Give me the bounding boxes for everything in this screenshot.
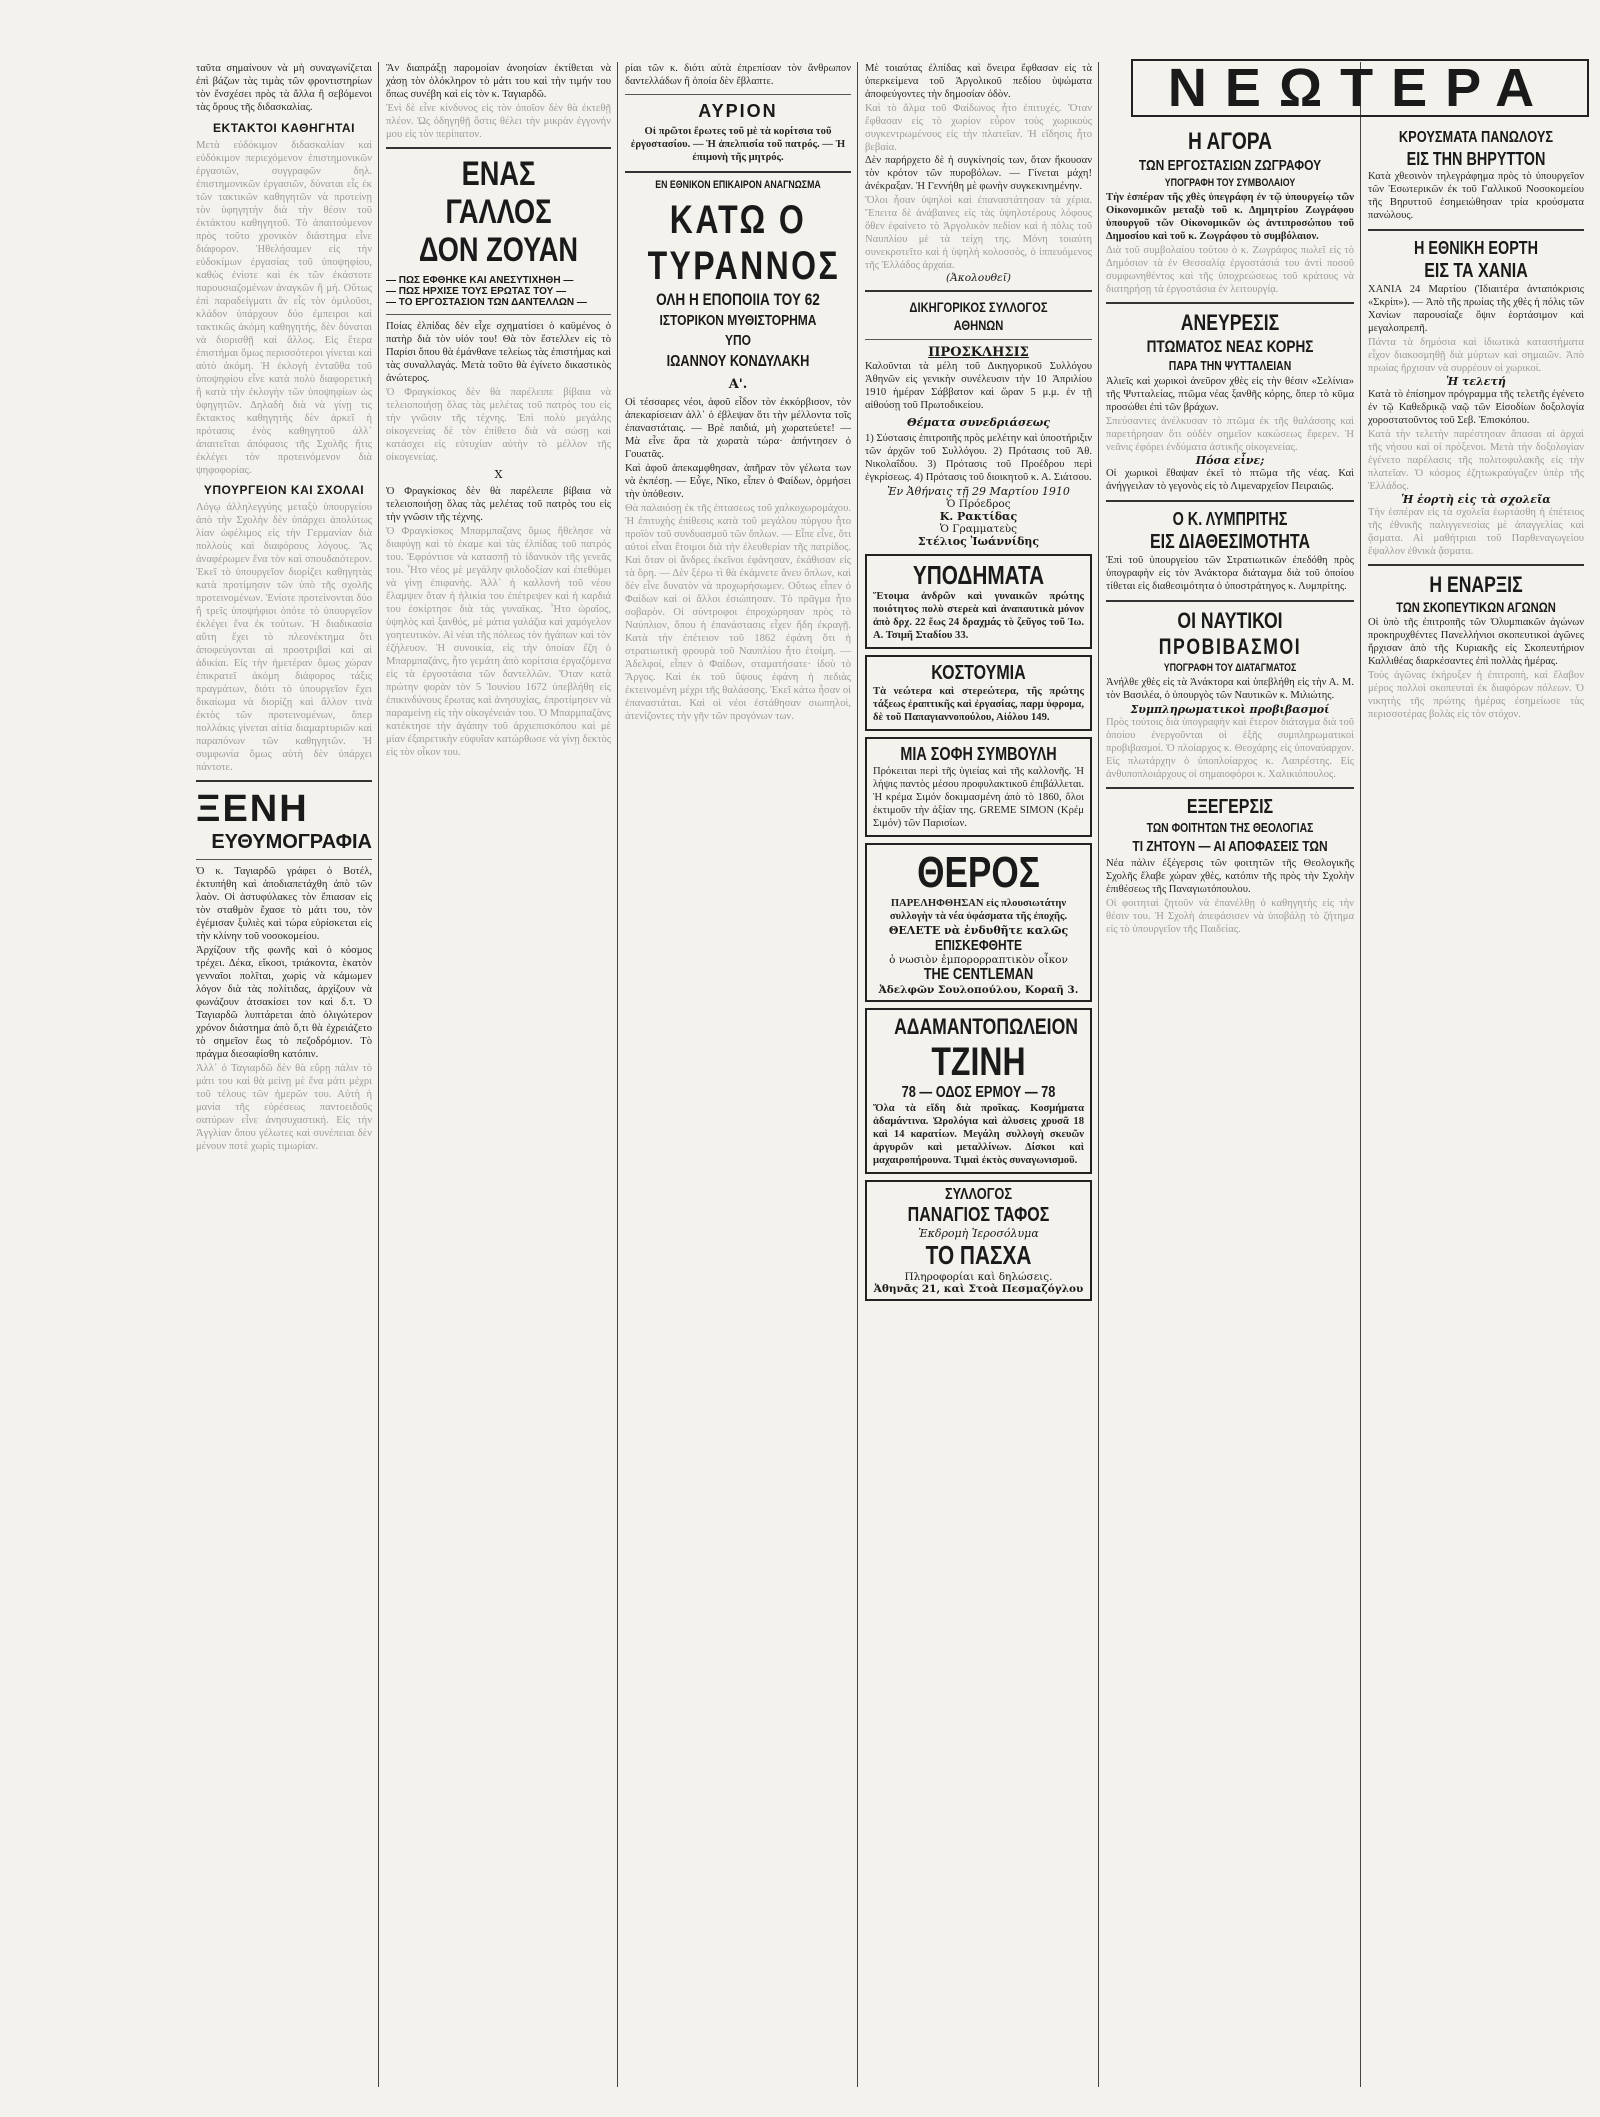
secretary-name: Στέλιος Ἰωάννίδης <box>917 535 1040 548</box>
article-headline: ΔΟΝ ΖΟΥΑΝ <box>418 231 579 269</box>
serial-author: ΙΩΑΝΝΟΥ ΚΟΝΔΥΛΑΚΗ <box>666 353 810 370</box>
article-body: Σπεύσαντες ἀνέλκυσαν τὸ πτῶμα ἐκ τῆς θαλάσσης καὶ παρετήρησαν ὅτι οὐδὲν σημεῖον κακώσεως ἔφερεν. Ἡ νεᾶνις ἐφόρει ἐνδύματα ἀστικῆς οἰκογενείας. <box>1106 416 1354 453</box>
ad-address: Ἀδελφῶν Σουλοπούλου, Κοραῆ 3. <box>878 984 1079 996</box>
divider <box>865 290 1092 292</box>
divider <box>1106 500 1354 502</box>
divider <box>1368 229 1584 231</box>
article-paragraph: Κατὰ χθεσινὸν τηλεγράφημα πρὸς τὸ ὑπουργεῖον τῶν Ἐσωτερικῶν ἐκ τοῦ Γαλλικοῦ Νοσοκομείου τῆς Βηρυττοῦ ἐσημειώθησαν τρία κρούσματα πανώλους. <box>1368 171 1584 221</box>
ad-address: Ἀθηνᾶς 21, καὶ Στοὰ Πεσμαζόγλου <box>873 1283 1084 1295</box>
topics-text: 1) Σύστασις ἐπιτροπῆς πρὸς μελέτην καὶ ὑποστήριξιν τῶν ἀρχῶν τοῦ Συλλόγου. 2) Πρότασις τοῦ Ἀθ. Νικολαΐδου. 3) Πρότασις τοῦ Προέδρου περὶ ἐγκρίσεως. 4) Πρότασις τοῦ διοικητοῦ κ. Α. Σιάτσου. <box>865 433 1092 483</box>
section-subtitle: ΕΥΘΥΜΟΓΡΑΦΙΑ <box>211 831 372 853</box>
column-rule <box>1098 62 1099 2087</box>
tomorrow-text: Οἱ πρῶτοι ἔρωτες τοῦ μὲ τὰ κορίτσια τοῦ ἐργοστασίου. — Ἡ ἀπελπισία τοῦ πατρός. — Ἡ ἐπιμονὴ τῆς μητρός. <box>630 126 846 163</box>
masthead-title: ΝΕΩΤΕΡΑ <box>1167 58 1553 118</box>
article-body: Ἐνὶ δὲ εἶνε κίνδυνος εἰς τὸν ὁποῖον δὲν θὰ ἐκτεθῇ πλέον. Ὡς ὁδηγηθῇ ὅστις θέλει τὴν μικρὰν ἐγγονήν μου εἰς τὸν περίπατον. <box>386 103 611 140</box>
ad-title: ΚΟΣΤΟΥΜΙΑ <box>931 662 1026 684</box>
ad-address: 78 — ΟΔΟΣ ΕΡΜΟΥ — 78 <box>901 1084 1056 1101</box>
article-subheadline: ΤΙ ΖΗΤΟΥΝ — ΑΙ ΑΠΟΦΑΣΕΙΣ ΤΩΝ <box>1132 838 1328 855</box>
advertisement <box>865 843 1092 1002</box>
divider <box>196 859 372 860</box>
divider <box>1368 564 1584 566</box>
column-5 <box>1100 128 1360 2087</box>
ad-text: ΠΑΡΕΛΗΦΘΗΣΑΝ εἰς πλουσιωτάτην συλλογὴν τὰ νέα ὑφάσματα τῆς ἐποχῆς. <box>889 898 1068 922</box>
tomorrow-heading: ΑΥΡΙΟΝ <box>698 101 778 121</box>
article-paragraph: Νέα πάλιν ἐξέγερσις τῶν φοιτητῶν τῆς Θεολογικῆς Σχολῆς ἔλαβε χώραν χθὲς, κατόπιν τῆς πρὸς τὴν Σχολὴν ἐπιθέσεως τῆς Παναγιωτόπουλου. <box>1106 858 1354 895</box>
section-heading: ΥΠΟΥΡΓΕΙΟΝ ΚΑΙ ΣΧΟΛΑΙ <box>203 483 365 497</box>
article-paragraph: Οἱ χωρικοὶ ἔθαψαν ἐκεῖ τὸ πτῶμα τῆς νέας. Καὶ ἀνήγγειλαν τὸ γεγονὸς εἰς τὸ Λιμεναρχεῖον Πειραιῶς. <box>1106 468 1354 492</box>
article-headline: Η ΑΓΟΡΑ <box>1187 128 1273 155</box>
advertisement <box>865 554 1092 649</box>
column-6 <box>1362 128 1590 2087</box>
ad-title: ΤΟ ΠΑΣΧΑ <box>925 1240 1032 1270</box>
divider <box>1106 787 1354 789</box>
inline-heading: Ἡ τελετή <box>1446 375 1506 388</box>
ad-title: ΥΠΟΔΗΜΑΤΑ <box>912 560 1045 590</box>
column-rule <box>378 62 379 2087</box>
ad-brand: THE CENTLEMAN <box>923 966 1034 983</box>
series-label: ΕΝ ΕΘΝΙΚΟΝ ΕΠΙΚΑΙΡΟΝ ΑΝΑΓΝΩΣΜΑ <box>655 179 821 191</box>
article-body: Κατὰ τὴν τελετὴν παρέστησαν ἅπασαι αἱ ἀρχαὶ τῆς νήσου καὶ οἱ πρόξενοι. Μετὰ τὴν δοξολογίαν ἐγένετο παρέλασις τῆς πολιτοφυλακῆς εἰς τὴν πλατεῖαν. Ὁ κόσμος ἐζητωκραύγαζεν ὑπὲρ τῆς Ἑλλάδος. <box>1368 429 1584 492</box>
inline-heading: Ἡ ἑορτὴ εἰς τὰ σχολεῖα <box>1401 493 1551 506</box>
article-paragraph: Ποίας ἐλπίδας δὲν εἶχε σχηματίσει ὁ καϋμένος ὁ πατὴρ διὰ τὸν υἱόν του! Θὰ τὸν ἔστελλεν εἰς τὸ Παρίσι ὅπου θὰ ἐμάνθανε τελείως τὰς ἐπιστήμας καὶ τὰς συναλλαγάς. Μετὰ τοῦτο θὰ ἐγίνετο δικαστικὸς ἀνώτερος. <box>386 321 611 384</box>
divider <box>196 780 372 782</box>
column-1 <box>190 62 378 2087</box>
serial-headline: ΚΑΤΩ Ο ΤΥΡΑΝΝΟΣ <box>647 198 841 288</box>
article-body: Ἀλλ᾽ ὁ Ταγιαρδῶ δὲν θὰ εὕρῃ πάλιν τὸ μάτι του καὶ θὰ μείνῃ μὲ ἕνα μάτι μέχρι τοῦ τέλους τῶν ἡμερῶν του. Αὐτὴ ἡ μανία τῆς εὑρέσεως παντοειδοῦς σατύρων εἶνε ἀνησυχαστική. Εἰς τὴν Ἀγγλίαν ὅπου γέλωτες καὶ συνέπειαι δὲν μένουν ποτὲ χωρὶς τιμωρίαν. <box>196 1063 372 1152</box>
inline-heading: Πόσα εἶνε; <box>1195 454 1265 467</box>
article-body: Τὴν ἑσπέραν εἰς τὰ σχολεῖα ἐωρτάσθη ἡ ἐπέτειος τῆς ἐθνικῆς παλιγγενεσίας μὲ ἀπαγγελίας καὶ ᾄσματα. Αἱ μαθήτριαι τοῦ Παρθεναγωγείου ἔψαλλον ἐθνικὰ ᾄσματα. <box>1368 507 1584 557</box>
ad-title: ΣΥΛΛΟΓΟΣ <box>944 1186 1013 1203</box>
article-headline: ΚΡΟΥΣΜΑΤΑ ΠΑΝΩΛΟΥΣ <box>1398 129 1554 146</box>
article-subheadline: ΕΙΣ ΤΗΝ ΒΗΡΥΤΤΟΝ <box>1406 149 1546 169</box>
association-name: ΔΙΚΗΓΟΡΙΚΟΣ ΣΥΛΛΟΓΟΣ ΑΘΗΝΩΝ <box>909 299 1048 333</box>
ad-text: Ὅλα τὰ εἴδη διὰ προῖκας. Κοσμήματα ἀδαμάντινα. Ὡρολόγια καὶ ἀλυσεις χρυσᾶ 18 καὶ 14 καρατίων. Μεγάλη συλλογὴ σκευῶν ἀργυρῶν καὶ μεταλλίνων. Δίσκοι καὶ μαχαιροπήρουνα. Τιμαὶ ἐκτὸς συναγωνισμοῦ. <box>873 1103 1084 1166</box>
column-3 <box>619 62 857 2087</box>
article-paragraph: Δὲν παρήρχετο δὲ ἡ συγκίνησίς των, ὅταν ἤκουσαν τὸν κρότον τῶν πυροβόλων. — Γίνεται μάχη! ἀνέκραξαν. Ἡ Γεννήθη μὲ φωνὴν συγκεκινημένην. <box>865 155 1092 192</box>
section-title: ΞΕΝΗ <box>196 788 309 830</box>
article-paragraph: Ἀνήλθε χθὲς εἰς τὰ Ἀνάκτορα καὶ ὑπεβλήθη εἰς τὴν Α. Μ. τὸν Βασιλέα, ὁ ὑπουργὸς τῶν Ναυτικῶν κ. Μιλιώτης. <box>1106 677 1354 701</box>
divider <box>1106 302 1354 304</box>
lead-paragraph: ρίαι τῶν κ. διότι αὐτὰ ἐπρεπίσαν τὸν ἄνθρωπον δαντελλάδων ἢ ὁποία δὲν ἔβλαπτε. <box>625 63 851 87</box>
serial-description: ΙΣΤΟΡΙΚΟΝ ΜΥΘΙΣΤΟΡΗΜΑ ΥΠΟ <box>659 312 817 349</box>
column-rule <box>1360 62 1361 2087</box>
article-paragraph: Ἀρχίζουν τῆς φωνῆς καὶ ὁ κόσμος τρέχει. Δέκα, εἴκοσι, τριάκοντα, ἑκατὸν γενναῖοι πολῖται, χωρὶς νὰ κάμωμεν λόγον διὰ τὰς πολίτιδας, ἀρχίζουν νὰ φωνάζουν ἀτσακίσει τον καὶ δ.τ. Ὁ Ταγιαρδῶ λυπτάρεται ἀπὸ ὀλιγώτερον χρόνον διάστημα ἀπὸ ὅ,τι θὰ ἐχρειάζετο τὸ σημεῖον ἔως τὸ πεζοδρόμιον. Τὸ πράγμα διεσαφίσθη κατόπιν. <box>196 945 372 1060</box>
article-headline: Η ΕΘΝΙΚΗ ΕΟΡΤΗ <box>1413 238 1538 258</box>
ad-title: ΠΑΝΑΓΙΟΣ ΤΑΦΟΣ <box>907 1204 1050 1226</box>
divider <box>1106 600 1354 602</box>
ad-text: ΘΕΛΕΤΕ νὰ ἐνδυθῆτε καλῶς <box>888 924 1069 937</box>
article-body: Πάντα τὰ δημόσια καὶ ἰδιωτικὰ καταστήματα εἶχον διακοσμηθῇ διὰ μύρτων καὶ σημαιῶν. Ἀπὸ πρωίας ἤρχισαν νὰ συρρέουν οἱ χωρικοί. <box>1368 337 1584 374</box>
article-paragraph: Ἁλιεῖς καὶ χωρικοὶ ἀνεῦρον χθὲς εἰς τὴν θέσιν «Σελίνια» τῆς Ψυτταλείας, πτῶμα νέας ξανθῆς κόρης, ὅπερ τὸ κῦμα προσώθει ἐπὶ τῶν βράχων. <box>1106 376 1354 413</box>
president-label: Ὁ Πρόεδρος <box>946 498 1011 510</box>
advertisement <box>865 1180 1092 1301</box>
ad-title: ΘΕΡΟΣ <box>917 848 1040 897</box>
article-subheadline: ΕΙΣ ΤΑ ΧΑΝΙΑ <box>1424 260 1528 282</box>
article-paragraph: Τὴν ἑσπέραν τῆς χθὲς ὑπεγράφη ἐν τῷ ὑπουργείῳ τῶν Οἰκονομικῶν μεταξὺ τοῦ κ. Δημητρίου Ζωγράφου ὑπουργοῦ τῶν Οἰκονομικῶν ὡς ἀντιπροσώπου τοῦ Δημοσίου καὶ τοῦ κ. Ζωγράφου τὸ συμβόλαιον. <box>1106 192 1354 242</box>
article-body: Διὰ τοῦ συμβολαίου τούτου ὁ κ. Ζωγράφος πωλεῖ εἰς τὸ Δημόσιον τὰ ἐν Θεσσαλίᾳ ἐργοστάσιά του ἀντὶ ποσοῦ συμφωνηθέντος καὶ τῆς ὑποχρεώσεως τοῦ κράτους νὰ διατηρήσῃ τὰ ἐργοστάσια ἐν λειτουργίᾳ. <box>1106 245 1354 295</box>
article-subheadline: ΤΩΝ ΕΡΓΟΣΤΑΣΙΩΝ ΖΩΓΡΑΦΟΥ <box>1138 157 1322 174</box>
advertisement <box>865 737 1092 837</box>
advertisement <box>865 655 1092 731</box>
ad-title: ΤΖΙΝΗ <box>931 1040 1026 1084</box>
article-subheadline: ΥΠΟΓΡΑΦΗ ΤΟΥ ΣΥΜΒΟΛΑΙΟΥ <box>1164 177 1296 189</box>
president-name: Κ. Ρακτίδας <box>939 510 1018 523</box>
article-body: Θὰ παλαιόσῃ ἐκ τῆς ἐπτασεως τοῦ χαλκοχωρομάχου. Ἡ ἐπιτυχὴς ἐπίθεσις κατὰ τοῦ μεγάλου πύργου ἦτο προϊὸν τοῦ συνδυασμοῦ τῶν ὅπλων. — Εἶπε εἶνε, ὅτι αὐτοὶ εἶναι ἔτοιμοι διὰ τὴν ἐλευθερίαν τῆς πατρίδος. Καὶ ὅταν οἱ ἄνδρες ἐκεῖνοι ἐφάνησαν, ἐκάθισαν εἰς τὰ ὄρη. — Δὲν ξέρω τὶ θὰ ἐκάμνετε ἄνευ ὅπλων, καὶ δὲν εἶνε δυνατὸν νὰ προχωρήσωμεν. Οὕτως εἶπεν ὁ Φαίδων καὶ οἱ ἄλλοι ἐσιώπησαν. Τὸ πρᾶγμα ἦτο σοβαρὸν. Οἱ σύντροφοι ἐπροχώρησαν πρὸς τὸ Ναύπλιον, ὅπου ἡ ἐπανάστασις εἶχεν ἤδη ἐκραγῇ. Κατὰ τὴν ἐπέτειον τοῦ 1862 ἐφάνη ὅτι ἡ στρατιωτικὴ φρουρὰ τοῦ Ναυπλίου ἦτο ἑτοίμη. — Ἀδελφοί, εἶπεν ὁ Φαίδων, σταματήσατε· ἰδοὺ τὸ Ἄργος. Καὶ ἐκ τοῦ ὕψους ἐφάνη ἡ πεδιὰς ἐκτεινομένη μέχρι τῆς θαλάσσης. Ἐκεῖ κάτω ἦσαν οἱ ἐπαναστάται. Καὶ οἱ νέοι ἐστάθησαν σιωπηλοὶ, ἀτενίζοντες τὴν γῆν τῶν προγόνων των. <box>625 503 851 722</box>
article-body: Ὅλοι ἦσαν ὑψηλοὶ καὶ ἐπαναστάτησαν τὰ χέρια. Ἔπειτα δὲ ἀνάβαινες εἰς τὰς ὑψηλοτέρους λόφους ὅθεν ἐφαίνετο τὸ Ἀργολικὸν πεδίον καὶ ἡ πόλις τοῦ Ναυπλίου μὲ τὰ τείχη της. Μόνη τοιαύτη συνεκροτεῖτο καὶ ἡ ὑψηλὴ κολοσσὸς, ὁ ἱππευόμενος τῆς Ἐλλάδος ἀρχαία. <box>865 195 1092 271</box>
article-headline: ΟΙ ΝΑΥΤΙΚΟΙ <box>1177 608 1283 633</box>
article-headline: ΑΝΕΥΡΕΣΙΣ <box>1180 310 1280 335</box>
divider <box>625 94 851 95</box>
divider <box>386 147 611 149</box>
ad-title: ΜΙΑ ΣΟΦΗ ΣΥΜΒΟΥΛΗ <box>900 744 1057 764</box>
article-headline: ΕΞΕΓΕΡΣΙΣ <box>1186 796 1274 818</box>
article-headline: ΕΝΑΣ ΓΑΛΛΟΣ <box>445 155 552 231</box>
secretary-label: Ὁ Γραμματεὺς <box>939 523 1018 535</box>
article-subheadline: ΠΤΩΜΑΤΟΣ ΝΕΑΣ ΚΟΡΗΣ <box>1146 337 1314 356</box>
invitation-text: Καλοῦνται τὰ μέλη τοῦ Δικηγορικοῦ Συλλόγου Ἀθηνῶν εἰς γενικὴν συνέλευσιν τὴν 10 Ἀπριλίου 1910 ἡμέραν Σάββατον καὶ ὥραν 5 μ.μ. ἐν τῇ αἰθούσῃ τοῦ Πρωτοδικείου. <box>865 361 1092 411</box>
divider <box>865 339 1092 340</box>
article-body: Τοὺς ἀγῶνας ἐκήρυξεν ἡ ἐπιτροπὴ, καὶ ἔλαβον μέρος πολλοὶ σκοπευταὶ ἐκ διαφόρων πόλεων. Ὁ νικητὴς τῆς πρώτης ἡμέρας ἐσημείωσε τὰς περισσοτέρας βολὰς εἰς τὸν στόχον. <box>1368 670 1584 720</box>
top-header-strip <box>188 40 1580 58</box>
ad-text: ὁ νωσιὸν ἐμπορορραπτικὸν οἶκον <box>889 954 1068 966</box>
serial-paragraph: Καὶ ἀφοῦ ἀπεκαμφθησαν, ἀπῆραν τὸν γέλωτα των νὰ ἐκπέσῃ. — Εὖγε, Νῖκο, εἶπεν ὁ Φαίδων, ὁρμήσει τὴν ὑπόθεσιν. <box>625 463 851 500</box>
advertisement <box>865 1008 1092 1174</box>
notice-date: Ἐν Ἀθήναις τῇ 29 Μαρτίου 1910 <box>887 485 1070 498</box>
article-paragraph: Κατὰ τὸ ἐπίσημον πρόγραμμα τῆς τελετῆς ἐγένετο ἐν τῷ Καθεδρικῷ ναῷ τῶν Εἰσοδίων δοξολογία χοροστατοῦντος τοῦ Σεβ. Ἐπισκόπου. <box>1368 389 1584 426</box>
separator-mark: X <box>494 468 503 481</box>
article-headline: Ο Κ. ΛΥΜΠΡΙΤΗΣ <box>1172 509 1288 529</box>
article-paragraph: ΧΑΝΙΑ 24 Μαρτίου (Ἰδιαιτέρα ἀνταπόκρισις «Σκρίπ»). — Ἀπὸ τῆς πρωίας τῆς χθὲς ἡ πόλις τῶν Χανίων παρουσίαζε ὄψιν ἑορτάσιμον καὶ μεγαλοπρεπῆ. <box>1368 284 1584 334</box>
ad-title: ΑΔΑΜΑΝΤΟΠΩΛΕΙΟΝ <box>894 1014 1078 1039</box>
ad-text: Ἕτοιμα ἀνδρῶν καὶ γυναικῶν πρώτης ποιότητος πολὺ στερεὰ καὶ ἀναπαυτικὰ μόνον ἀπὸ δρχ. 22 ἕως 24 δραχμάς τὸ ζεῦγος τοῦ Ἰω. Α. Τσιμῆ Σταδίου 33. <box>873 591 1084 641</box>
article-body: Λόγῳ ἀλληλεγγύης μεταξὺ ὑπουργείου ἀπὸ τὴν Σχολὴν δὲν ὑπάρχει ἀπολύτως λίαν ὠφέλιμος εἰς τὴν Γερμανίαν διὰ πολλοὺς καὶ διαφόρους λόγους. Ἂς ἀναφέρωμεν ἕνα τὸν καὶ σπουδαιότερον. Ἐκεῖ τὸ ὑπουργεῖον διορίζει καθηγητὰς κατὰ προτίμησιν τῶν ὑπὸ τῆς σχολῆς προτεινομένων. Ἐνίοτε προτείνονται δύο ἢ τρεῖς ὑποψήφιοι ὁπότε τὸ ὑπουργεῖον ἐκλέγει ἕνα ἐκ τούτων. Ἡ διαδικασία αὕτη ἔχει τὸ πλεονέκτημα ὅτι ἀποφεύγονται αἱ προστριβαὶ καὶ αἱ ἀδικίαι. Εἰς τὴν ἡμετέραν ὅμως χώραν ἐπικρατεῖ ἀκόμη διάφορος τάξις πραγμάτων, διότι τὸ ὑπουργεῖον ἔχει δικαίωμα νὰ διορίζῃ καὶ ἄλλον τινὰ ἐκτὸς τῶν προτεινομένων, ὅπερ πολλάκις γίνεται αἰτία διαμαρτυριῶν καὶ παραπόνων τῶν καθηγητῶν. Ἡ συμφωνία ὅμως αὐτὴ δὲν ὑπάρχει πάντοτε. <box>196 502 372 773</box>
article-body: Καὶ τὸ ἄλμα τοῦ Φαίδωνος ἦτο ἐπιτυχές. Ὅταν ἔφθασαν εἰς τὸ χωρίον εὗρον τοὺς χωρικοὺς συγκεντρωμένους εἰς τὴν πλατεῖαν. Ἡ εἴδησις ἦτο βεβαία. <box>865 103 1092 153</box>
article-paragraph: Οἱ ὑπὸ τῆς ἐπιτροπῆς τῶν Ὀλυμπιακῶν ἀγώνων προκηρυχθέντες Πανελλήνιοι σκοπευτικοὶ ἀγῶνες ἤρχισαν ἀπὸ τῆς Κυριακῆς εἰς Σκοπευτήριον Καλλιθέας διαρκέσαντες ἐπὶ πολλὰς ἡμέρας. <box>1368 617 1584 667</box>
article-subheadline: ΠΑΡΑ ΤΗΝ ΨΥΤΤΑΛΕΙΑΝ <box>1168 358 1292 373</box>
subheading: — ΤΟ ΕΡΓΟΣΤΑΣΙΟΝ ΤΩΝ ΔΑΝΤΕΛΛΩΝ — <box>386 297 587 308</box>
section-heading: ΕΚΤΑΚΤΟΙ ΚΑΘΗΓΗΤΑΙ <box>213 121 355 135</box>
article-subheadline: ΠΡΟΒΙΒΑΣΜΟΙ <box>1158 634 1302 659</box>
masthead <box>1130 58 1590 118</box>
continued-note: (Ἀκολουθεῖ) <box>946 272 1011 284</box>
article-body: Πρὸς τούτοις διὰ ὑπογραφὴν καὶ ἕτερον διάταγμα διὰ τοῦ ὁποίου ἐνεργοῦνται οἱ ἑξῆς συμπληρωματικοὶ προβιβασμοί. Ὁ πλοίαρχος κ. Θεοχάρης εἰς ὑποναύαρχον. Εἰς πλωτάρχην ὁ ὑποπλοίαρχος κ. Λαπρέστης. Εἰς ἀνθυποπλοιάρχους οἱ σημαιοφόροι κ. Χαλικιόπουλος. <box>1106 717 1354 780</box>
article-body: Οἱ φοιτηταὶ ζητοῦν νὰ ἐπανέλθῃ ὁ καθηγητὴς εἰς τὴν θέσιν του. Ἡ Σχολὴ ἀπεφάσισεν νὰ ὑποβάλῃ τὸ ζήτημα εἰς τὸ ὑπουργεῖον τῆς Παιδείας. <box>1106 898 1354 935</box>
column-rule <box>857 62 858 2087</box>
article-paragraph: Ἐπὶ τοῦ ὑπουργείου τῶν Στρατιωτικῶν ἐπεδόθη πρὸς ὑπογραφὴν εἰς τὸν Ἀνάκτορα διάταγμα διὰ τοῦ ὁποίου τίθεται εἰς διαθεσιμότητα ὁ ὑποστράτηγος κ. Λυμπρίτης. <box>1106 555 1354 592</box>
chapter-number: Α'. <box>728 377 748 392</box>
lead-paragraph: ταῦτα σημαίνουν νὰ μὴ συναγωνίζεται ἐπὶ βάζων τὰς τιμὰς τῶν φροντιστηρίων τὸν ἔνσχέσει πρὸς τὰ ἄλλα ἢ σεβόμενοι τὰς ὅρους τῆς διδασκαλίας. <box>196 63 372 113</box>
ad-text: Πρόκειται περὶ τῆς ὑγιείας καὶ τῆς καλλονῆς. Ἡ λήψις παντὸς μέσου προφυλακτικοῦ ἐπιβάλλεται. Ἡ κρέμα Σιμόν δοκιμασμένη ἀπὸ τὸ 1860, ὅλοι ἐκτιμοῦν τὴν ἀξίαν της. GREME SIMON (Κρέμ Σιμόν) τῶν Παρισίων. <box>873 766 1084 829</box>
column-4 <box>859 62 1098 2087</box>
inline-heading: Συμπληρωματικοὶ προβιβασμοί <box>1130 703 1330 716</box>
article-paragraph: Ὁ κ. Ταγιαρδῶ γράφει ὁ Βοτέλ, ἐκτυπήθη καὶ ἀποδιαπετάχθη ἀπὸ τῶν λαὸν. Οἱ ἀστυφύλακες τὸν ἔπιασαν εἰς τὸν σταθμὸν ἔχασε τὸ μάτι του, τὸν ἐγέμισαν ξυλιὲς καὶ τώρα εὑρίσκεται εἰς τὴν κλίνην τοῦ νοσοκομείου. <box>196 866 372 942</box>
subheading: — ΠΩΣ ΗΡΧΙΣΕ ΤΟΥΣ ΕΡΩΤΑΣ ΤΟΥ — <box>386 286 567 297</box>
lead-paragraph: Ἂν διαπράξῃ παρομοίαν ἀνοησίαν ἐκτίθεται νὰ χάσῃ τὸν ὁλόκληρον τὸ μάτι του καὶ τὴν τιμήν του ὅπως συνέβη καὶ εἰς τὸν κ. Ταγιαρδῶ. <box>386 63 611 100</box>
subheading: — ΠΩΣ ΕΦΘΗΚΕ ΚΑΙ ΑΝΕΣΥΤΙΧΗΘΗ — <box>386 275 574 286</box>
article-body: Μετὰ εὐδόκιμον διδασκαλίαν καὶ εὐδόκιμον περιεχόμενον ἐπιστημονικῶν ἐργασιῶν, συγγραφῶν δηλ. ἐπιστημονικῶν ἐργασιῶν, δύναται εἷς ἐκ τῶν τακτικῶν καθηγητῶν νὰ προτείνῃ τὸν ὑφηγητὴν διὰ τὴν θέσιν τοῦ ἐκτάκτου καθηγητοῦ. Τὸ ἀπαιτούμενον πρὸς τοῦτο χρονικὸν διάστημα εἶνε διάφορον. Ἠθελήσαμεν εἰς τὴν εὐδοκίμων ἐργασίας τοῦ ὑποψηφίου, καθὼς ἐνίοτε καὶ ἐκ τῶν ἐκάστοτε παρουσιαζομένων ἀναγκῶν ἢ μή. Οὕτως ἐπὶ παραδείγματι ἂν εἷς τὸν ὁμιλοῦσι, κλάδον ὑπάρχουν δύο ἐμπειροι καὶ τακτικῶς ἀκόμη καθηγητής, δὲν δύναται νὰ διορισθῇ καὶ ἄλλος. Εἰς ἔτερα ἐπιστήμαι ὅμως περισσότεροι γίνεται καὶ αὐτὸ ἀκόμη. Ἡ ἐκλογὴ ἐνταῦθα τοῦ ὑποψηφίου εἶνε κατὰ πολὺ διαφορετικὴ ἢ κατὰ τὴν ἐκλογὴν τῶν ὑποψηφίων ὡς ὑφηγητῶν. Δηλαδὴ διὰ νὰ γίνῃ τις ἔκτακτος καθηγητὴς δὲν ἀρκεῖ ἡ πρότασις ἑνὸς καθηγητοῦ ἀλλ᾽ ἀπαιτεῖται ἀπόφασις τῆς Σχολῆς ἥτις ἐκλέγει τὸν προτεινόμενον διὰ ψηφοφορίας. <box>196 140 372 476</box>
article-body: Ὁ Φραγκίσκος δὲν θὰ παρέλειπε βίβαια νὰ τελειοποιήσῃ ὅλας τὰς μελέτας τοῦ πατρὸς του εἰς τὴν γνῶσιν τῆς τέχνης. Ἐπὶ πολὺ μεγάλης οἰκογενείας δὲ τὸν ἐπίθετο διὰ νὰ σώσῃ καὶ κατάσχει εἰς εὐτυχίαν αὐτὴν τὸ μέλλον τῆς οἰκογενείας. <box>386 387 611 463</box>
column-rule <box>617 62 618 2087</box>
article-subheadline: ΤΩΝ ΣΚΟΠΕΥΤΙΚΩΝ ΑΓΩΝΩΝ <box>1396 599 1556 615</box>
serial-paragraph: Οἱ τέσσαρες νέοι, ἀφοῦ εἶδον τὸν ἐκκόρβισον, τὸν ἀπεκαρίσειαν ἀλλ᾽ ὁ ἐβλεψαν ὅτι τὴν μέλλοντα τοῖς ἐπαναστάταις. — Βρὲ παιδιά, μὴ χωρατεύετε! — Μὰ εἶνε ἄρα τὰ χωρατὰ τώρα· ἀπήντησεν ὁ Γουατᾶς. <box>625 397 851 460</box>
serial-subtitle: ΟΛΗ Η ΕΠΟΠΟΙΙΑ ΤΟΥ 62 <box>656 290 820 309</box>
article-headline: Η ΕΝΑΡΞΙΣ <box>1429 572 1523 597</box>
ad-text: Ἐκδρομὴ Ἱεροσόλυμα <box>918 1227 1039 1240</box>
ad-text: Τὰ νεώτερα καὶ στερεώτερα, τῆς πρώτης τάξεως ἐραπτικῆς καὶ ἐργασίας, παρμ ὑφρομα, δὲ τοῦ Παπαγιαννοπούλου, Αἰόλου 149. <box>873 686 1084 723</box>
divider <box>625 171 851 173</box>
article-subheadline: ΥΠΟΓΡΑΦΗ ΤΟΥ ΔΙΑΤΑΓΜΑΤΟΣ <box>1163 662 1297 674</box>
article-body: Ὁ Φραγκίσκος Μπαρμπαζανς ὅμως ἤθελησε νὰ διαφύγῃ καὶ τὸ ἐκαμε καὶ τὰς ἐλπίδας τοῦ πατρός του. Ἐφρόντισε νὰ κατασπῇ τὸ ἰδανικὸν τῆς γενεᾶς του. Ἦτο νέος μὲ μεγάλην φιλοδοξίαν καὶ ἐπεθύμει νὰ γίνῃ ἐπιφανὴς. Ἀλλ᾽ ἡ καλλονὴ τοῦ νέου ἔλαμψεν ὅταν ἡ ἡλικία του ἐπέτρεψεν καὶ ἡ καρδιά του ἐσκίρτησε διὰ τὰς γυναῖκας. Ἦτο ὡραῖος, ὑψηλὸς καὶ ξανθός, μὲ μάτια γαλάζια καὶ χαμόγελον γοητευτικὸν. Αἱ νέαι τῆς πόλεως τὸν ἠγάπων καὶ τὸν ἐζήλευον. Ἡ συνοικία, εἰς τὴν ὁποίαν ἔζη ὁ Μπαρμπαζάνς, ἦτο γεμάτη ἀπὸ κορίτσια ἐργαζόμενα εἰς τὰ ἐργοστάσια τῶν δαντελλῶν. Ὅταν κατὰ πρώτην φορὰν τὸν 5 Ἰουνίου 1672 ὑπεβλήθη εἰς ἐπικινδύνους ἔρωτας καὶ ἀνησυχίας, ἐπροτίμησεν νὰ παραμείνῃ εἰς τὴν οἰκογένειάν του. Ὁ Μπαρμπαζὰνς κατέκτησε τὴν ἀγάπην τοῦ ἀρχιεπισκόπου καὶ μὲ μίαν ἐξαιρετικὴν εὐφυΐαν κατώρθωσε νὰ γίνῃ δεκτὸς εἰς τὸν οἶκον του. <box>386 526 611 758</box>
article-subheadline: ΤΩΝ ΦΟΙΤΗΤΩΝ ΤΗΣ ΘΕΟΛΟΓΙΑΣ <box>1146 820 1314 835</box>
divider <box>386 314 611 315</box>
column-2 <box>380 62 617 2087</box>
article-subheadline: ΕΙΣ ΔΙΑΘΕΣΙΜΟΤΗΤΑ <box>1149 531 1311 553</box>
invitation-title: ΠΡΟΣΚΛΗΣΙΣ <box>928 345 1029 360</box>
subheadings <box>386 275 611 308</box>
ad-text: Πληροφορίαι καὶ δηλώσεις. <box>904 1271 1053 1283</box>
article-paragraph: Ὁ Φραγκίσκος δὲν θὰ παρέλειπε βίβαια νὰ τελειοποιήσῃ ὅλας τὰς μελέτας τοῦ πατρὸς του εἰς τὴν γνῶσιν τῆς τέχνης. <box>386 486 611 523</box>
topics-heading: Θέματα συνεδριάσεως <box>907 416 1050 429</box>
lead-paragraph: Μὲ τοιαύτας ἐλπίδας καὶ ὄνειρα ἔφθασαν εἰς τὰ ὑπερκείμενα τοῦ Ἀργολικοῦ πεδίου ὑψώματα ἀποφεύγοντες τὴν δημοσίαν ὁδὸν. <box>865 63 1092 100</box>
ad-text: ΕΠΙΣΚΕΦΘΗΤΕ <box>934 937 1023 954</box>
